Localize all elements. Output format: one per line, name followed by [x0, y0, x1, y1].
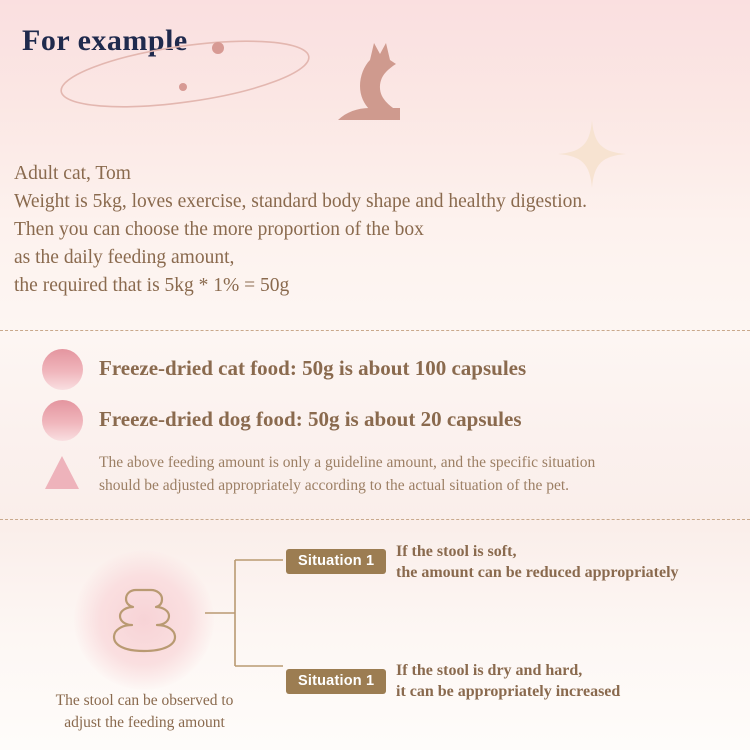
triangle-bullet-icon [42, 452, 83, 493]
cat-food-text: Freeze-dried cat food: 50g is about 100 capsules [99, 356, 527, 380]
intro-paragraph [14, 160, 724, 300]
situation-two-line-2: it can be appropriately increased [396, 683, 621, 700]
circle-bullet-icon [42, 349, 83, 390]
list-item [0, 348, 750, 390]
cat-silhouette-icon [312, 38, 412, 120]
guideline-note-line-2: should be adjusted appropriately according to the actual situation of the pet. [99, 477, 570, 494]
stool-caption-line-1: The stool can be observed to [55, 692, 234, 709]
circle-bullet-icon [42, 400, 83, 441]
situation-two-line-1: If the stool is dry and hard, [396, 662, 583, 679]
list-item [0, 399, 750, 441]
status-badge: Situation 1 [286, 669, 386, 694]
stool-diagram [0, 524, 750, 750]
intro-line-1: Adult cat, Tom [14, 163, 131, 184]
divider-top [0, 330, 750, 331]
page-title: For example [22, 24, 188, 57]
status-badge: Situation 1 [286, 549, 386, 574]
situation-one-line-1: If the stool is soft, [396, 543, 517, 560]
stool-caption-line-2: adjust the feeding amount [64, 714, 225, 731]
situation-one-line-2: the amount can be reduced appropriately [396, 564, 679, 581]
intro-line-2: Weight is 5kg, loves exercise, standard body shape and healthy digestion. [14, 191, 588, 212]
note-item [0, 450, 750, 497]
stool-caption [12, 690, 277, 734]
intro-line-3: Then you can choose the more proportion of the box [14, 219, 424, 240]
intro-line-5: the required that is 5kg * 1% = 50g [14, 275, 290, 296]
intro-line-4: as the daily feeding amount, [14, 247, 235, 268]
bullet-list [0, 348, 750, 506]
divider-bottom [0, 519, 750, 520]
guideline-note-line-1: The above feeding amount is only a guideline amount, and the specific situation [99, 454, 596, 471]
situation-one-text [396, 541, 679, 583]
stool-icon [102, 580, 187, 660]
guideline-note [99, 450, 595, 497]
dog-food-text: Freeze-dried dog food: 50g is about 20 capsules [99, 407, 522, 431]
situation-two-text [396, 660, 620, 702]
